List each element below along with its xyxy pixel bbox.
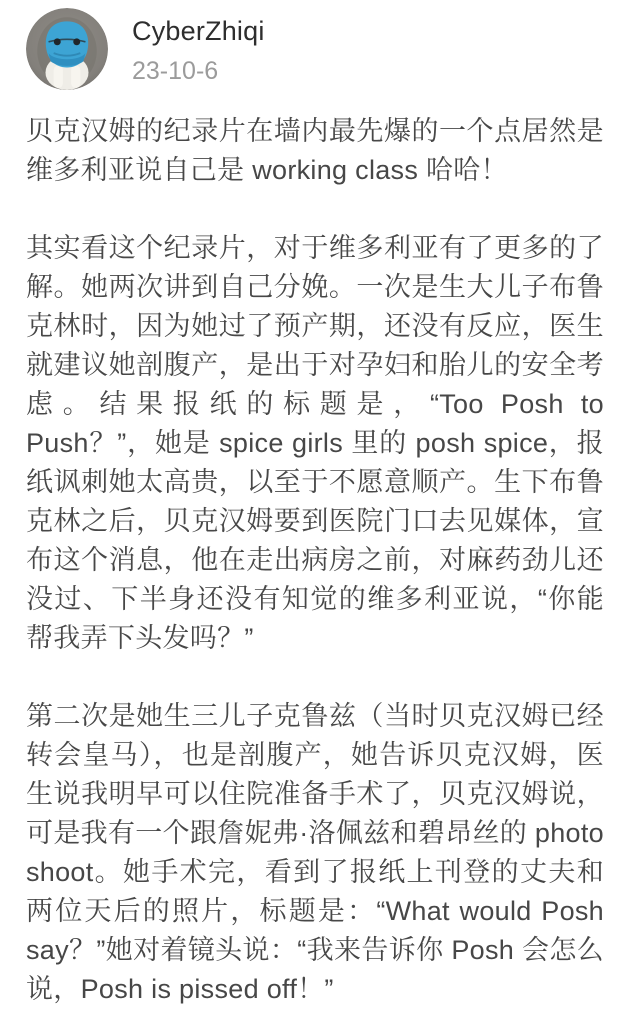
avatar-image (26, 8, 108, 90)
post-paragraph: 第二次是她生三儿子克鲁兹（当时贝克汉姆已经转会皇马），也是剖腹产，她告诉贝克汉姆，医生说我明早可以住院准备手术了，贝克汉姆说，可是我有一个跟詹妮弗·洛佩兹和碧昂丝的 photo shoot。她手术完，看到了报纸上刊登的丈夫和两位天后的照片，标题是：“What would Posh say？”她对着镜头说：“我来告诉你 Posh 会怎么说，Posh is pissed off！” (26, 701, 604, 1004)
post-paragraph: 其实看这个纪录片，对于维多利亚有了更多的了解。她两次讲到自己分娩。一次是生大儿子布鲁克林时，因为她过了预产期，还没有反应，医生就建议她剖腹产，是出于对孕妇和胎儿的安全考虑。结果报纸的标题是，“Too Posh to Push？”，她是 spice girls 里的 posh spice，报纸讽刺她太高贵，以至于不愿意顺产。生下布鲁克林之后，贝克汉姆要到医院门口去见媒体，宣布这个消息，他在走出病房之前，对麻药劲儿还没过、下半身还没有知觉的维多利亚说，“你能帮我弄下头发吗？” (26, 233, 604, 653)
post-body (0, 112, 631, 1009)
post-date: 23-10-6 (132, 57, 219, 85)
post-paragraph: 贝克汉姆的纪录片在墙内最先爆的一个点居然是维多利亚说自己是 working class 哈哈！ (26, 116, 604, 185)
post-header (0, 0, 631, 90)
avatar[interactable] (26, 8, 108, 90)
username[interactable]: CyberZhiqi (132, 16, 265, 46)
header-info (132, 8, 265, 86)
